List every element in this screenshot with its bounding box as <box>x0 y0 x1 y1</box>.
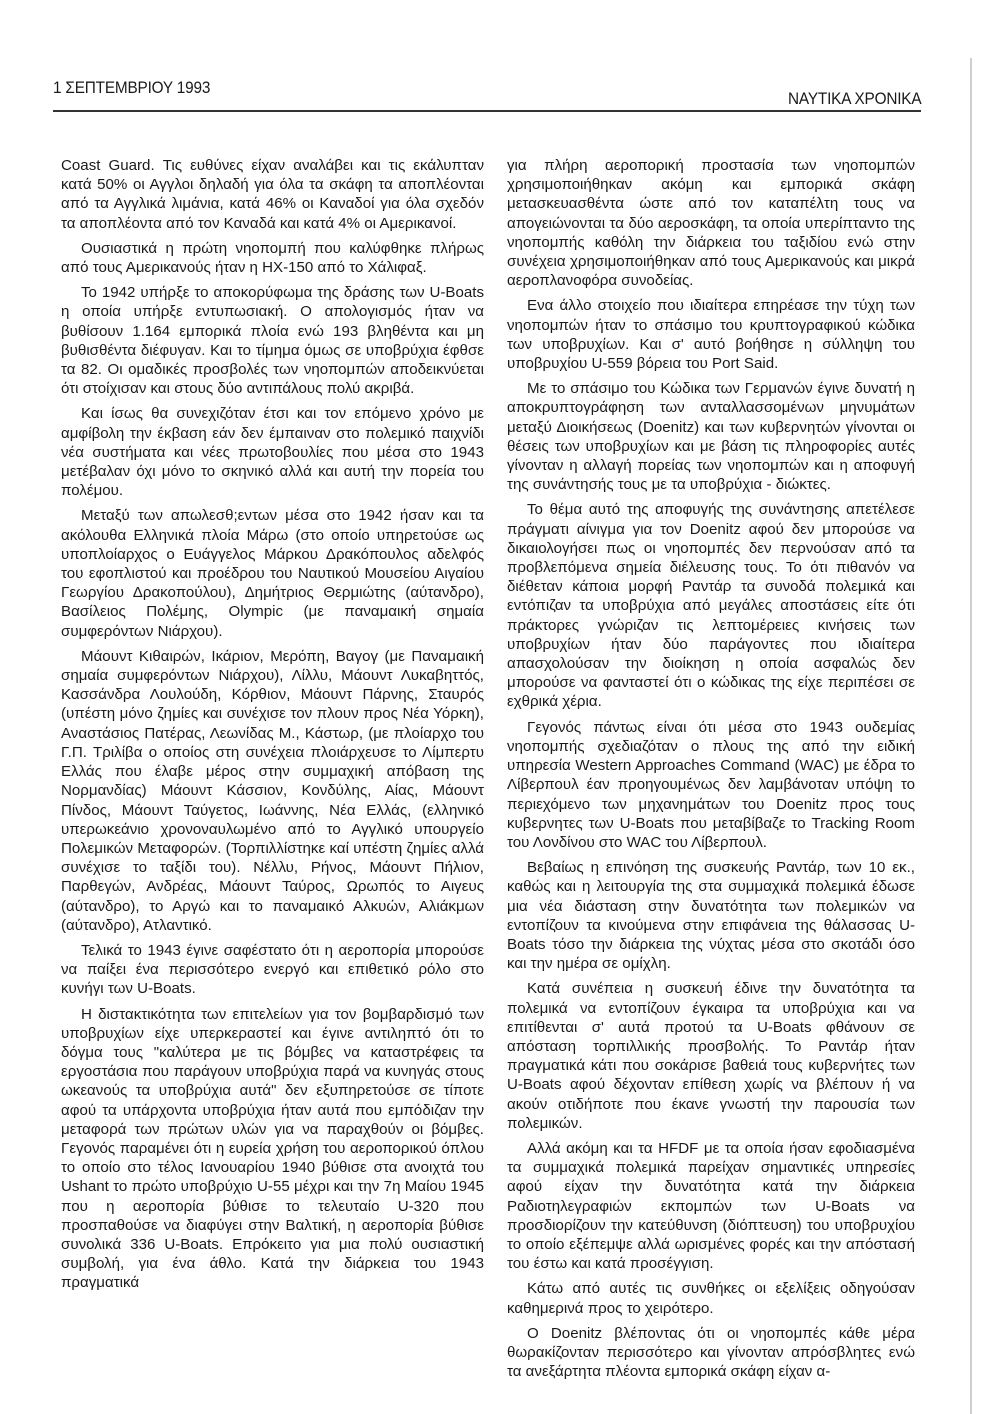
paragraph: Με το σπάσιμο του Κώδικα των Γερμανών έγινε δυνατή η αποκρυπτογράφηση των ανταλλασσομένων μηνυμάτων μεταξύ Διοικήσεως (Doenitz) και των κυβερνητών γίνονται οι θέσεις των υποβρυχίων και με βάση τις πληροφορίες αυτές γίνονταν η αλλαγή πορείας των νηοπομπών και η αποφυγή της συνάντησής τους με τα υποβρύχια - διώκτες. <box>507 380 915 494</box>
left-column <box>61 156 484 1299</box>
paragraph: Ουσιαστικά η πρώτη νηοπομπή που καλύφθηκε πλήρως από τους Αμερικανούς ήταν η HX-150 από το Χάλιφαξ. <box>61 239 484 277</box>
paragraph: Αλλά ακόμη και τα HFDF με τα οποία ήσαν εφοδιασμένα τα συμμαχικά πολεμικά παρείχαν σημαντικές υπηρεσίες αφού είχαν την δυνατότητα κατά την διάρκεια Ραδιοτηλεγραφιών εκπομπών των U-Boats να προσδιορίζουν την κατεύθυνση (διόπτευση) του υποβρυχίου το οποίο εξέπεμψε αλλά ωρισμένες φορές και την απόστασή του έστω και κατά προσέγγιση. <box>507 1139 915 1273</box>
paragraph: Το θέμα αυτό της αποφυγής της συνάντησης απετέλεσε πράγματι αίνιγμα για τον Doenitz αφού δεν μπορούσε να δικαιολογήσει πως οι νηοπομπές δεν περνούσαν από τα προβλεπόμενα σημεία διέλευσης τους. Το ότι πιθανόν να διέθεταν κάποια μορφή Ραντάρ τα συνοδά πολεμικά και εντόπιζαν τα υποβρύχια από μεγάλες αποστάσεις είτε ότι πράκτορες γνώριζαν τις λεπτομέρειες κινήσεις των υποβρυχίων ήταν δύο παράγοντες που ιδιαίτερα απασχολούσαν την διοίκηση η οποία ασφαλώς δεν μπορούσε να φανταστεί ότι ο κώδικας της είχε περιπέσει σε εχθρικά χέρια. <box>507 501 915 711</box>
paragraph: Ενα άλλο στοιχείο που ιδιαίτερα επηρέασε την τύχη των νηοπομπών ήταν το σπάσιμο του κρυπτογραφικού κώδικα των υποβρυχίων. Και σ' αυτό βοήθησε η σύλληψη του υποβρυχίου U-559 βόρεια του Port Said. <box>507 297 915 373</box>
paragraph: Βεβαίως η επινόηση της συσκευής Ραντάρ, των 10 εκ., καθώς και η λειτουργία της στα συμμαχικά πολεμικά έδωσε μια νέα διάσταση στην δυνατότητα των πολεμικών να εντοπίζουν τα κινούμενα στην επιφάνεια της θάλασσας U-Boats τόσο την διάρκεια της νύχτας μέσα στο σκοτάδι όσο και την ημέρα σε ομίχλη. <box>507 859 915 973</box>
paragraph: Μάουντ Κιθαιρών, Ικάριον, Μερόπη, Βαγογ (με Παναμαική σημαία συμφερόντων Νιάρχου), Λίλλυ, Μάουντ Λυκαβηττός, Κασσάνδρα Λουλούδη, Κόρθιον, Μάουντ Πάρνης, Σταυρός (υπέστη μόνο ζημίες και συνέχισε τον πλουν προς Νέα Υόρκη), Αναστάσιος Πατέρας, Λεωνίδας Μ., Κάστωρ, (με πλοίαρχο του Γ.Π. Τριλίβα ο οποίος στη συνέχεια πλοιάρχευσε το Λίμπερτυ Ελλάς που έλαβε μέρος στην συμμαχική απόβαση της Νορμανδίας) Μάουντ Κάσσιον, Κονδύλης, Αίας, Μάουντ Πίνδος, Μάουντ Ταύγετος, Ιωάννης, Νέα Ελλάς, (ελληνικό υπερωκεάνιο χρονοναυλωμένο από το Αγγλικό υπουργείο Πολεμικών Μεταφορών. (Τορπιλλίστηκε καί υπέστη ζημίες αλλά συνέχισε το ταξίδι του). Νέλλυ, Ρήνος, Μάουντ Πήλιον, Παρθεγών, Ανδρέας, Μάουντ Ταύρος, Ωρωπός το Αιγευς (αύτανδρο), το Αργώ και το παναμαικό Αλκυών, Αλιάκμων (αύτανδρο), Ατλαντικό. <box>61 647 484 934</box>
page-edge-line <box>970 58 972 1414</box>
paragraph: Γεγονός πάντως είναι ότι μέσα στο 1943 ουδεμίας νηοπομπής σχεδιαζόταν ο πλους της από την ειδική υπηρεσία Western Approaches Command (WAC) με έδρα το Λίβερπουλ έαν προηγουμένως δεν λαμβάνοταν υπόψη το περιεχόμενο των μηχανημάτων του Doenitz προς τους κυβερνητες των U-Boats που μεταβίβαζε το Tracking Room του Λονδίνου στο WAC του Λίβερπουλ. <box>507 718 915 851</box>
paragraph: Κάτω από αυτές τις συνθήκες οι εξελίξεις οδηγούσαν καθημερινά προς το χειρότερο. <box>507 1280 915 1317</box>
paragraph: Και ίσως θα συνεχιζόταν έτσι και τον επόμενο χρόνο με αμφίβολη την έκβαση εάν δεν έμπαιναν στο πολεμικό παιχνίδι νέα συστήματα και νέες πρωτοβουλίες που μέσα στο 1943 μετέβαλαν όχι μόνο το σκηνικό αλλά και αυτή την πορεία του πολέμου. <box>61 405 484 500</box>
page-header <box>53 76 921 116</box>
paragraph: Η διστακτικότητα των επιτελείων για τον βομβαρδισμό των υποβρυχίων είχε υπερκεραστεί και έγινε αντιληπτό ότι το δόγμα τους "καλύτερα με τις βόμβες να καταστρέφεις τα εργοστάσια που παράγουν υποβρύχια παρά να κυνηγάς στους ωκεανούς τα υποβρύχια αυτά" δεν εξυπηρετούσε σε τίποτε αφού τα υπάρχοντα υποβρύχια ήταν αυτά που εμπόδιζαν την μεταφορά των πρώτων υλών για να παραχθούν οι βόμβες. Γεγονός παραμένει ότι η ευρεία χρήση του αεροπορικού όπλου το οποίο στο τέλος Ιανουαρίου 1940 βύθισε στα ανοιχτά του Ushant το πρώτο υποβρύχιο U-55 μέχρι και την 7η Μαίου 1945 που η αεροπορία βύθισε το τελευταίο U-320 που προσπαθούσε να διαφύγει στην Βαλτική, η αεροπορία βύθισε συνολικά 336 U-Boats. Επρόκειτο για μια πολύ ουσιαστική συμβολή, για ένα άθλο. Κατά την διάρκεια του 1943 πραγματικά <box>61 1005 484 1292</box>
publication-title: ΝΑΥΤΙΚΑ ΧΡΟΝΙΚΑ <box>787 90 921 108</box>
paragraph: Το 1942 υπήρξε το αποκορύφωμα της δράσης των U-Boats η οποία υπήρξε εντυπωσιακή. Ο απολογισμός ήταν να βυθίσουν 1.164 εμπορικά πλοία ενώ 193 βληθέντα και μη βυθισθέντα διέφυγαν. Και το τίμημα όμως σε υποβρύχια έφθσε τα 82. Οι ομαδικές προσβολές των νηοπομπών αποδεικνύεται ότι στοίχισαν και στους δύο αντιπάλους πολύ ακριβά. <box>61 284 484 398</box>
header-rule <box>53 110 921 112</box>
paragraph: Coast Guard. Τις ευθύνες είχαν αναλάβει και τις εκάλυπταν κατά 50% οι Αγγλοι δηλαδή για όλα τα σκάφη τα αποπλέονται από τα Αγγλικά λιμάνια, κατά 46% οι Καναδοί για όλα σχεδόν τα αποπλέοντα από τον Καναδά και κατά 4% οι Αμερικανοί. <box>61 157 484 232</box>
paragraph: για πλήρη αεροπορική προστασία των νηοπομπών χρησιμοποιήθηκαν ακόμη και εμπορικά σκάφη μετασκευασθέντα ώστε από τον καταπέλτη τους να απογειώνονται τα δύο αεροσκάφη, τα οποία υπερίπταντο της νηοπομπής καθόλη την διάρκεια του ταξιδίου ενώ στην συνέχεια χρησιμοποιήθηκαν από τους Αμερικανούς και μικρά αεροπλανοφόρα συνοδείας. <box>507 157 915 290</box>
header-date: 1 ΣΕΠΤΕΜΒΡΙΟΥ 1993 <box>53 79 211 97</box>
paragraph: Τελικά το 1943 έγινε σαφέστατο ότι η αεροπορία μπορούσε να παίξει ένα περισσότερο ενεργό και επιθετικό ρόλο στο κυνήγι των U-Boats. <box>61 941 484 998</box>
right-column <box>507 156 915 1387</box>
paragraph: Μεταξύ των απωλεσθ;εντων μέσα στο 1942 ήσαν και τα ακόλουθα Ελληνικά πλοία Μάρω (στο οποίο υπηρετούσε ως υποπλοίαρχος ο Ευάγγελος Μάρκου Δρακόπουλος αδελφός του εφοπλιστού και προέδρου του Ναυτικού Μουσείου Αιγαίου Γεωργίου Δρακοπούλου), Δημήτριος Θερμιώτης (αύτανδρο), Βασίλειος Πολέμης, Olympic (με παναμαική σημαία συμφερόντων Νιάρχου). <box>61 507 484 640</box>
paragraph: Ο Doenitz βλέποντας ότι οι νηοπομπές κάθε μέρα θωρακίζονταν περισσότερο και γίνονταν απρόσβλητες ενώ τα ανεξάρτητα πλέοντα εμπορικά σκάφη είχαν α- <box>507 1324 915 1381</box>
paragraph: Κατά συνέπεια η συσκευή έδινε την δυνατότητα τα πολεμικά να εντοπίζουν έγκαιρα τα υποβρύχια και να επιτίθενται σ' αυτά προτού τα U-Boats φθάνουν σε απόσταση τορπιλλικής προσβολής. Το Ραντάρ ήταν πραγματικά κάτι που σοκάρισε βαθειά τους κυβερνήτες των U-Boats αφού δέχονταν επίθεση χωρίς να βλέπουν ή να ακούν οτιδήποτε που έκανε γνωστή την παρουσία των πολεμικών. <box>507 980 915 1132</box>
